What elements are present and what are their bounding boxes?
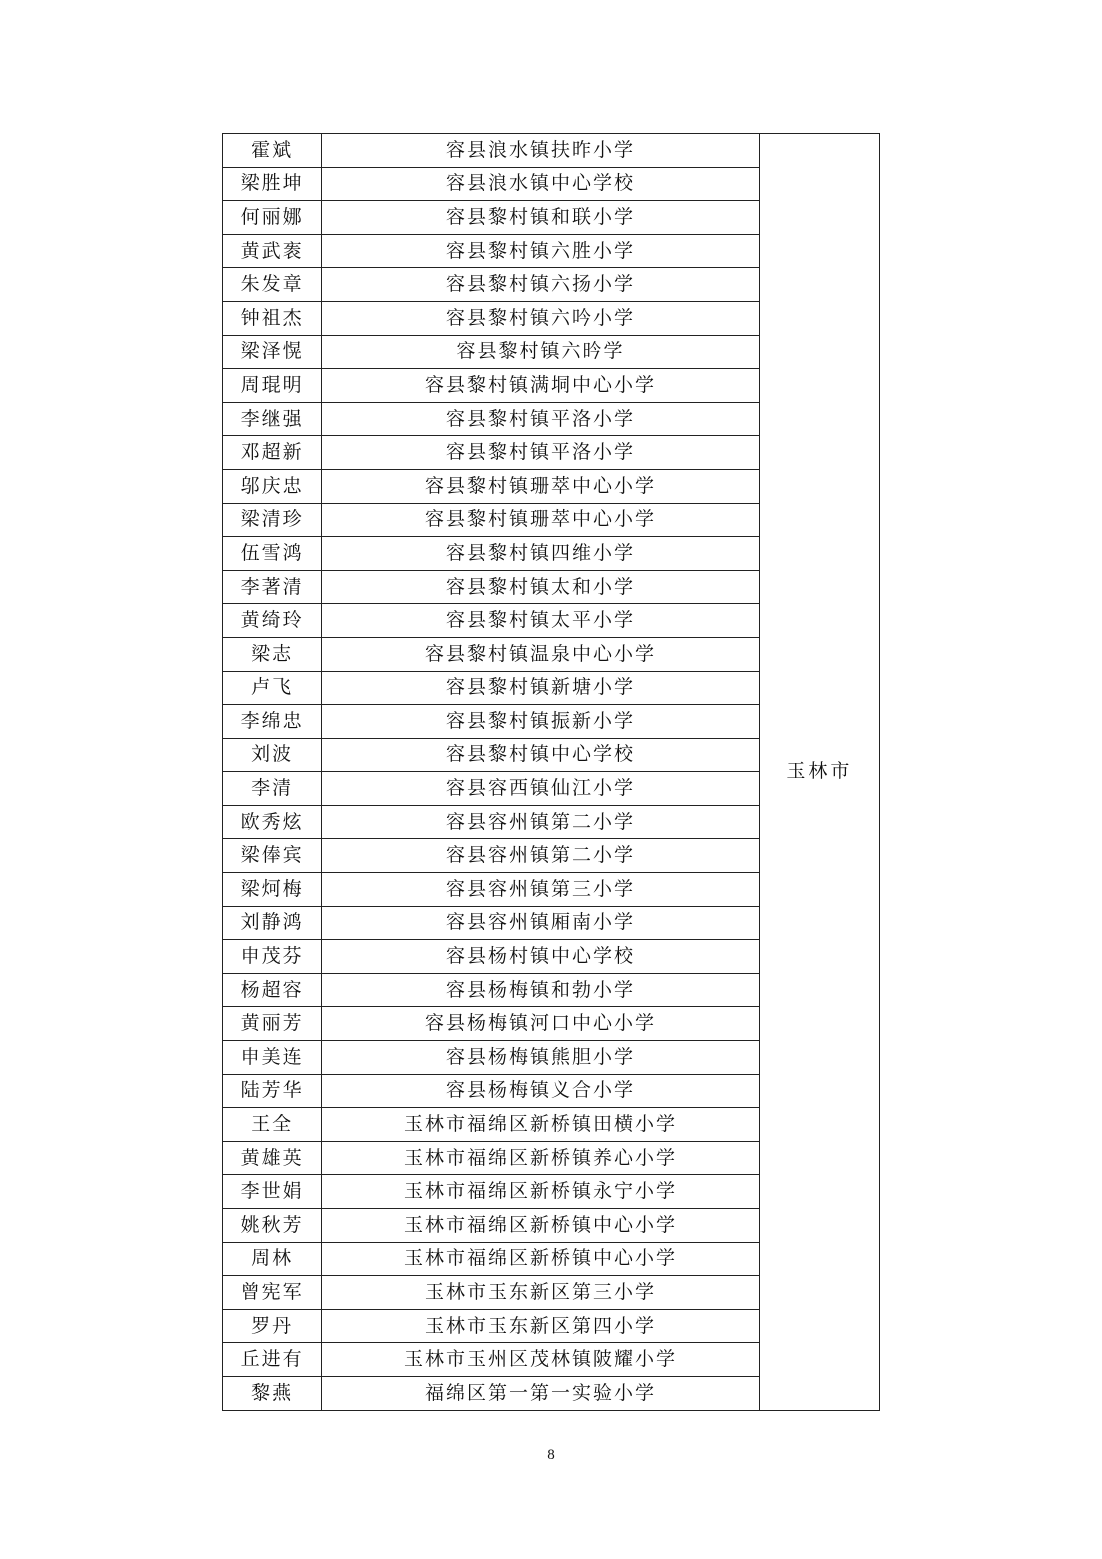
name-cell: 霍斌 bbox=[223, 134, 322, 168]
name-cell: 欧秀炫 bbox=[223, 805, 322, 839]
name-cell: 申美连 bbox=[223, 1041, 322, 1075]
school-cell: 容县黎村镇中心学校 bbox=[322, 738, 760, 772]
name-cell: 黄绮玲 bbox=[223, 604, 322, 638]
school-cell: 容县黎村镇平洛小学 bbox=[322, 402, 760, 436]
school-cell: 容县浪水镇中心学校 bbox=[322, 167, 760, 201]
school-cell: 容县杨梅镇河口中心小学 bbox=[322, 1007, 760, 1041]
table-row bbox=[223, 134, 880, 168]
school-cell: 容县黎村镇六昑学 bbox=[322, 335, 760, 369]
name-cell: 梁俸宾 bbox=[223, 839, 322, 873]
name-cell: 姚秋芳 bbox=[223, 1209, 322, 1243]
name-cell: 黄丽芳 bbox=[223, 1007, 322, 1041]
school-cell: 容县黎村镇满垌中心小学 bbox=[322, 369, 760, 403]
school-cell: 玉林市玉州区茂林镇陂耀小学 bbox=[322, 1343, 760, 1377]
school-cell: 容县黎村镇太平小学 bbox=[322, 604, 760, 638]
name-cell: 周林 bbox=[223, 1242, 322, 1276]
name-cell: 梁志 bbox=[223, 637, 322, 671]
school-cell: 容县黎村镇振新小学 bbox=[322, 705, 760, 739]
name-cell: 曾宪军 bbox=[223, 1276, 322, 1310]
name-cell: 罗丹 bbox=[223, 1309, 322, 1343]
name-cell: 陆芳华 bbox=[223, 1074, 322, 1108]
school-cell: 福绵区第一第一实验小学 bbox=[322, 1376, 760, 1410]
name-cell: 周琨明 bbox=[223, 369, 322, 403]
name-cell: 梁炣梅 bbox=[223, 873, 322, 907]
region-cell: 玉林市 bbox=[759, 134, 879, 1411]
school-cell: 玉林市玉东新区第三小学 bbox=[322, 1276, 760, 1310]
roster-table-body bbox=[223, 134, 880, 1411]
school-cell: 容县黎村镇六吟小学 bbox=[322, 301, 760, 335]
school-cell: 容县黎村镇太和小学 bbox=[322, 570, 760, 604]
name-cell: 伍雪鸿 bbox=[223, 537, 322, 571]
name-cell: 黄武袠 bbox=[223, 234, 322, 268]
name-cell: 李清 bbox=[223, 772, 322, 806]
name-cell: 黄雄英 bbox=[223, 1141, 322, 1175]
school-cell: 玉林市福绵区新桥镇中心小学 bbox=[322, 1242, 760, 1276]
name-cell: 卢飞 bbox=[223, 671, 322, 705]
name-cell: 丘进有 bbox=[223, 1343, 322, 1377]
school-cell: 玉林市玉东新区第四小学 bbox=[322, 1309, 760, 1343]
name-cell: 朱发章 bbox=[223, 268, 322, 302]
school-cell: 容县黎村镇四维小学 bbox=[322, 537, 760, 571]
school-cell: 容县黎村镇温泉中心小学 bbox=[322, 637, 760, 671]
name-cell: 李世娟 bbox=[223, 1175, 322, 1209]
name-cell: 梁泽愰 bbox=[223, 335, 322, 369]
name-cell: 王全 bbox=[223, 1108, 322, 1142]
name-cell: 李继强 bbox=[223, 402, 322, 436]
school-cell: 容县杨梅镇熊胆小学 bbox=[322, 1041, 760, 1075]
name-cell: 梁清珍 bbox=[223, 503, 322, 537]
name-cell: 梁胜坤 bbox=[223, 167, 322, 201]
school-cell: 容县黎村镇和联小学 bbox=[322, 201, 760, 235]
school-cell: 容县杨村镇中心学校 bbox=[322, 940, 760, 974]
name-cell: 杨超容 bbox=[223, 973, 322, 1007]
name-cell: 李绵忠 bbox=[223, 705, 322, 739]
school-cell: 容县黎村镇珊萃中心小学 bbox=[322, 503, 760, 537]
name-cell: 何丽娜 bbox=[223, 201, 322, 235]
school-cell: 容县容州镇第二小学 bbox=[322, 805, 760, 839]
school-cell: 容县容西镇仙江小学 bbox=[322, 772, 760, 806]
school-cell: 容县黎村镇六胜小学 bbox=[322, 234, 760, 268]
name-cell: 刘波 bbox=[223, 738, 322, 772]
school-cell: 容县黎村镇新塘小学 bbox=[322, 671, 760, 705]
school-cell: 玉林市福绵区新桥镇永宁小学 bbox=[322, 1175, 760, 1209]
name-cell: 邬庆忠 bbox=[223, 469, 322, 503]
name-cell: 刘静鸿 bbox=[223, 906, 322, 940]
name-cell: 李著清 bbox=[223, 570, 322, 604]
name-cell: 邓超新 bbox=[223, 436, 322, 470]
school-cell: 容县黎村镇六扬小学 bbox=[322, 268, 760, 302]
school-cell: 玉林市福绵区新桥镇田横小学 bbox=[322, 1108, 760, 1142]
school-cell: 玉林市福绵区新桥镇中心小学 bbox=[322, 1209, 760, 1243]
school-cell: 容县浪水镇扶昨小学 bbox=[322, 134, 760, 168]
school-cell: 容县容州镇厢南小学 bbox=[322, 906, 760, 940]
name-cell: 申茂芬 bbox=[223, 940, 322, 974]
school-cell: 玉林市福绵区新桥镇养心小学 bbox=[322, 1141, 760, 1175]
school-cell: 容县容州镇第二小学 bbox=[322, 839, 760, 873]
school-cell: 容县杨梅镇和勃小学 bbox=[322, 973, 760, 1007]
school-cell: 容县容州镇第三小学 bbox=[322, 873, 760, 907]
school-cell: 容县黎村镇珊萃中心小学 bbox=[322, 469, 760, 503]
school-cell: 容县杨梅镇义合小学 bbox=[322, 1074, 760, 1108]
page-number: 8 bbox=[547, 1447, 555, 1463]
name-cell: 钟祖杰 bbox=[223, 301, 322, 335]
school-cell: 容县黎村镇平洛小学 bbox=[322, 436, 760, 470]
name-cell: 黎燕 bbox=[223, 1376, 322, 1410]
roster-table bbox=[222, 133, 880, 1411]
